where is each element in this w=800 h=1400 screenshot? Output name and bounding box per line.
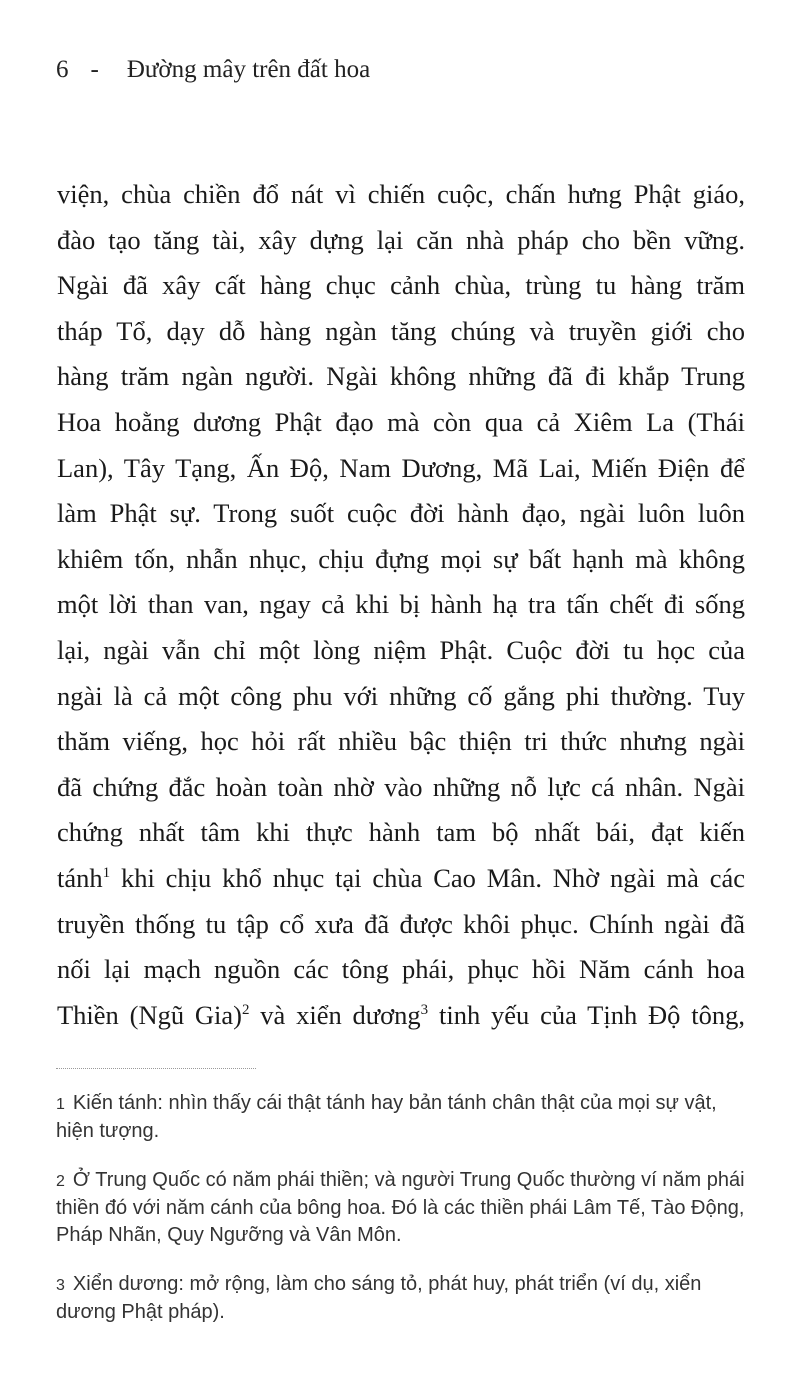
text-line: Ngài đã xây cất hàng chục cảnh chùa, trùng tu hàng trăm	[57, 270, 745, 301]
text-line: nối lại mạch nguồn các tông phái, phục hồi Năm cánh hoa	[57, 954, 745, 985]
text-line: ngài là cả một công phu với những cố gắng phi thường. Tuy	[57, 680, 745, 711]
footnote-text: Xiển dương: mở rộng, làm cho sáng tỏ, phát huy, phát triển (ví dụ, xiển dương Phật pháp).	[56, 1273, 702, 1323]
footnote-3	[56, 1271, 746, 1326]
text-line: chứng nhất tâm khi thực hành tam bộ nhất bái, đạt kiến	[57, 817, 745, 848]
footnotes	[56, 1090, 746, 1348]
text-line: Lan), Tây Tạng, Ấn Độ, Nam Dương, Mã Lai, Miến Điện để	[57, 452, 745, 483]
footnote-ref-1: 1	[102, 865, 111, 882]
text-segment: khi chịu khổ nhục tại chùa Cao Mân. Nhờ ngài mà các	[110, 862, 745, 893]
text-line: đào tạo tăng tài, xây dựng lại căn nhà pháp cho bền vững.	[57, 224, 745, 255]
footnote-ref-2: 2	[241, 1001, 250, 1018]
text-segment: Thiền (Ngũ Gia)	[57, 999, 242, 1030]
footnote-number: 1	[56, 1096, 65, 1113]
text-line: lại, ngài vẫn chỉ một lòng niệm Phật. Cuộc đời tu học của	[57, 634, 745, 665]
footnote-2	[56, 1167, 746, 1249]
footnote-text: Kiến tánh: nhìn thấy cái thật tánh hay bản tánh chân thật của mọi sự vật, hiện tượng.	[56, 1092, 717, 1142]
text-line: truyền thống tu tập cổ xưa đã được khôi phục. Chính ngài đã	[57, 908, 745, 939]
text-line: thăm viếng, học hỏi rất nhiều bậc thiện tri thức nhưng ngài	[57, 726, 745, 757]
footnote-number: 2	[56, 1173, 65, 1190]
text-line: Hoa hoằng dương Phật đạo mà còn qua cả Xiêm La (Thái	[57, 406, 745, 437]
page-number: 6	[56, 56, 69, 83]
text-segment: tinh yếu của Tịnh Độ tông,	[428, 999, 745, 1030]
text-segment: tánh	[57, 862, 103, 893]
text-line	[57, 993, 745, 1039]
text-line: tháp Tổ, dạy dỗ hàng ngàn tăng chúng và truyền giới cho	[57, 315, 745, 346]
text-line: đã chứng đắc hoàn toàn nhờ vào những nỗ lực cá nhân. Ngài	[57, 771, 745, 802]
footnote-text: Ở Trung Quốc có năm phái thiền; và người Trung Quốc thường ví năm phái thiền đó với năm cánh của bông hoa. Đó là các thiền phái Lâm Tế, Tào Động, Pháp Nhãn, Quy Ngưỡng và Vân Môn.	[56, 1169, 745, 1246]
header-separator: -	[90, 56, 99, 83]
text-line: viện, chùa chiền đổ nát vì chiến cuộc, chấn hưng Phật giáo,	[57, 179, 745, 209]
text-line	[57, 856, 745, 902]
footnote-1	[56, 1090, 746, 1145]
body-paragraph	[57, 172, 745, 1038]
footnote-ref-3: 3	[420, 1001, 429, 1018]
text-line: làm Phật sự. Trong suốt cuộc đời hành đạo, ngài luôn luôn	[57, 498, 745, 529]
footnote-number: 3	[56, 1277, 65, 1294]
book-title: Đường mây trên đất hoa	[126, 56, 371, 83]
footnote-divider	[56, 1068, 256, 1069]
text-segment: và xiển dương	[249, 999, 421, 1030]
text-line: hàng trăm ngàn người. Ngài không những đã đi khắp Trung	[57, 361, 745, 392]
running-header	[56, 56, 370, 84]
text-line: khiêm tốn, nhẫn nhục, chịu đựng mọi sự bất hạnh mà không	[57, 543, 745, 574]
text-line: một lời than van, ngay cả khi bị hành hạ tra tấn chết đi sống	[57, 589, 745, 620]
